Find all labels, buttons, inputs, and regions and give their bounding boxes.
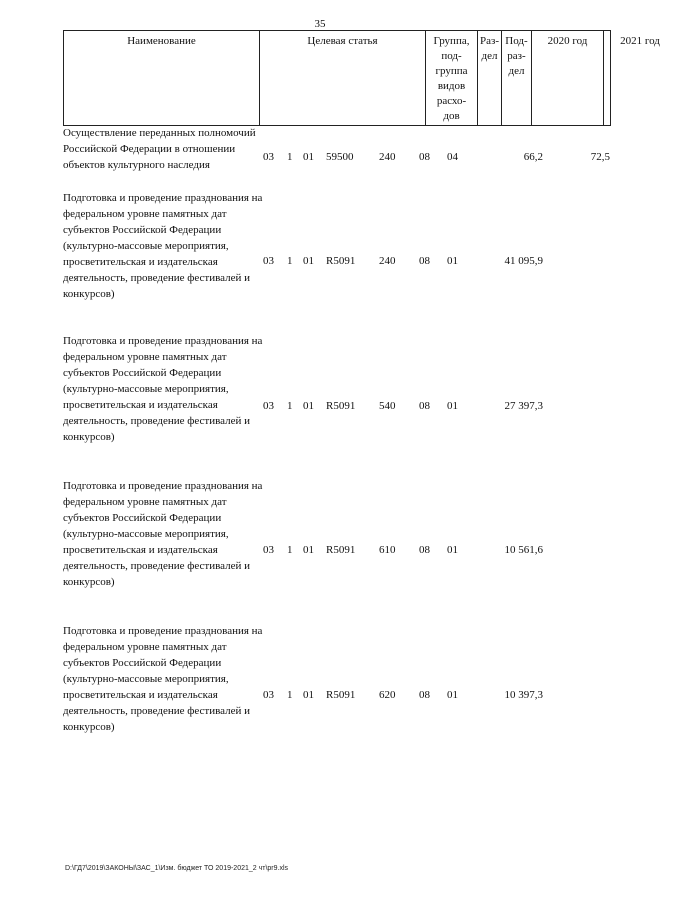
expense-group: 540 bbox=[379, 400, 396, 412]
subsection: 04 bbox=[447, 151, 458, 163]
cs-main-event: 01 bbox=[303, 544, 314, 556]
cs-program: 03 bbox=[263, 255, 274, 267]
cs-program: 03 bbox=[263, 544, 274, 556]
header-expense-group: Группа, под- группа видов расхо- дов bbox=[426, 31, 478, 125]
subsection: 01 bbox=[447, 689, 458, 701]
subsection: 01 bbox=[447, 544, 458, 556]
cs-program: 03 bbox=[263, 151, 274, 163]
amount-2020: 66,2 bbox=[523, 151, 543, 163]
cs-program: 03 bbox=[263, 689, 274, 701]
section: 08 bbox=[419, 689, 430, 701]
cs-main-event: 01 bbox=[303, 255, 314, 267]
cs-program: 03 bbox=[263, 400, 274, 412]
expense-group: 610 bbox=[379, 544, 396, 556]
cs-subprogram: 1 bbox=[287, 689, 293, 701]
file-path-footer: D:\ГД7\2019\ЗАКОНЫ\ЗАС_1\Изм. бюджет ТО 2019-2021_2 чт\pr9.xls bbox=[65, 865, 289, 872]
cs-subprogram: 1 bbox=[287, 544, 293, 556]
cs-main-event: 01 bbox=[303, 400, 314, 412]
row-name: Подготовка и проведение празднования на федеральном уровне памятных дат субъектов Российской Федерации (культурно-массовые мероприятия, просветительская и издательская деятельность, проведение фестивалей и конкурсов) bbox=[63, 625, 263, 733]
cs-direction: R5091 bbox=[326, 255, 356, 267]
subsection: 01 bbox=[447, 255, 458, 267]
cs-direction: R5091 bbox=[326, 689, 356, 701]
header-target-article: Целевая статья bbox=[260, 31, 426, 125]
row-name: Подготовка и проведение празднования на федеральном уровне памятных дат субъектов Российской Федерации (культурно-массовые мероприятия, просветительская и издательская деятельность, проведение фестивалей и конкурсов) bbox=[63, 192, 263, 300]
expense-group: 240 bbox=[379, 151, 396, 163]
row-name: Подготовка и проведение празднования на федеральном уровне памятных дат субъектов Российской Федерации (культурно-массовые мероприятия, просветительская и издательская деятельность, проведение фестивалей и конкурсов) bbox=[63, 480, 263, 588]
row-name: Подготовка и проведение празднования на федеральном уровне памятных дат субъектов Российской Федерации (культурно-массовые мероприятия, просветительская и издательская деятельность, проведение фестивалей и конкурсов) bbox=[63, 335, 263, 443]
cs-subprogram: 1 bbox=[287, 255, 293, 267]
expense-group: 240 bbox=[379, 255, 396, 267]
cs-subprogram: 1 bbox=[287, 151, 293, 163]
table-header bbox=[63, 30, 660, 126]
header-name: Наименование bbox=[64, 31, 260, 125]
section: 08 bbox=[419, 151, 430, 163]
amount-2020: 10 397,3 bbox=[504, 689, 543, 701]
cs-main-event: 01 bbox=[303, 151, 314, 163]
cs-main-event: 01 bbox=[303, 689, 314, 701]
row-name: Осуществление переданных полномочий Российской Федерации в отношении объектов культурного наследия bbox=[63, 127, 256, 171]
subsection: 01 bbox=[447, 400, 458, 412]
cs-direction: 59500 bbox=[326, 151, 354, 163]
cs-subprogram: 1 bbox=[287, 400, 293, 412]
amount-2021: 72,5 bbox=[590, 151, 610, 163]
header-subsection: Под- раз- дел bbox=[502, 31, 532, 125]
cs-direction: R5091 bbox=[326, 400, 356, 412]
page-number: 35 bbox=[314, 18, 326, 30]
section: 08 bbox=[419, 255, 430, 267]
cs-direction: R5091 bbox=[326, 544, 356, 556]
expense-group: 620 bbox=[379, 689, 396, 701]
amount-2020: 10 561,6 bbox=[504, 544, 543, 556]
header-year-2020: 2020 год bbox=[532, 31, 604, 125]
section: 08 bbox=[419, 400, 430, 412]
section: 08 bbox=[419, 544, 430, 556]
header-section: Раз- дел bbox=[478, 31, 502, 125]
amount-2020: 41 095,9 bbox=[504, 255, 543, 267]
amount-2020: 27 397,3 bbox=[504, 400, 543, 412]
header-year-2021: 2021 год bbox=[620, 35, 660, 47]
